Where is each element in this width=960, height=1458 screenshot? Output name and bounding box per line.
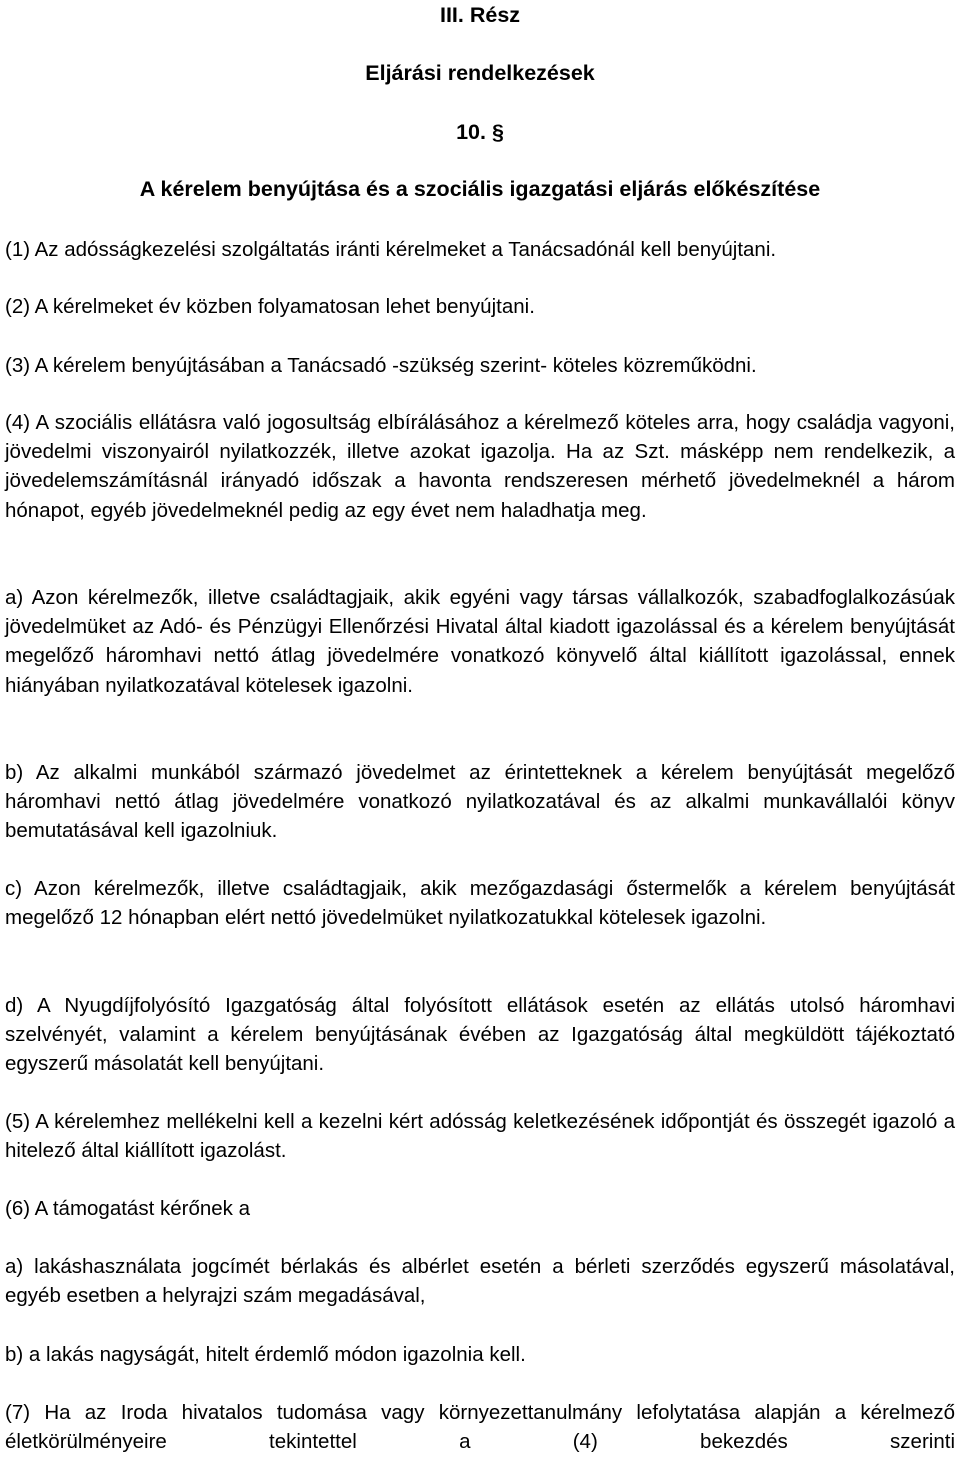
paragraph-4: (4) A szociális ellátásra való jogosultság elbírálásához a kérelmező köteles arra, hogy családja vagyoni, jövedelmi viszonyairól nyilatkozzék, illetve azokat igazolja. Ha az Szt. másképp nem rendelkezik, a jövedelemszámításnál irányadó időszak a havonta rendszeresen mérhető jövedelmeknél a három hónapot, egyéb jövedelmeknél pedig az egy évet nem haladhatja meg.: [5, 411, 955, 522]
paragraph-5: (5) A kérelemhez mellékelni kell a kezelni kért adósság keletkezésének időpontját és összegét igazoló a hitelező által kiállított igazolást.: [5, 1110, 955, 1163]
paragraph-6a: a) lakáshasználata jogcímét bérlakás és albérlet esetén a bérleti szerződés egyszerű másolatával, egyéb esetben a helyrajzi szám megadásával,: [5, 1255, 955, 1308]
section-number: 10. §: [456, 120, 504, 144]
paragraph-6b: b) a lakás nagyságát, hitelt érdemlő módon igazolnia kell.: [5, 1343, 526, 1366]
paragraph-4d: d) A Nyugdíjfolyósító Igazgatóság által folyósított ellátások esetén az ellátás utolsó háromhavi szelvényét, valamint a kérelem benyújtásának évében az Igazgatóság által megküldött tájékoztató egyszerű másolatát kell benyújtani.: [5, 994, 955, 1076]
paragraph-3: (3) A kérelem benyújtásában a Tanácsadó -szükség szerint- köteles közreműködni.: [5, 354, 757, 377]
paragraph-4c: c) Azon kérelmezők, illetve családtagjaik, akik mezőgazdasági őstermelők a kérelem benyújtását megelőző 12 hónapban elért nettó jövedelmüket nyilatkozatukkal kötelesek igazolni.: [5, 877, 955, 930]
section-title: A kérelem benyújtása és a szociális igazgatási eljárás előkészítése: [139, 177, 821, 201]
paragraph-6: (6) A támogatást kérőnek a: [5, 1197, 250, 1220]
paragraph-1: (1) Az adósságkezelési szolgáltatás iránti kérelmeket a Tanácsadónál kell benyújtani.: [5, 238, 777, 261]
part-title: III. Rész: [439, 3, 521, 27]
part-subtitle: Eljárási rendelkezések: [365, 61, 595, 85]
paragraph-4a: a) Azon kérelmezők, illetve családtagjaik, akik egyéni vagy társas vállalkozók, szabadfoglalkozásúak jövedelmüket az Adó- és Pénzügyi Ellenőrzési Hivatal által kiadott igazolással és a kérelem benyújtását megelőző háromhavi nettó átlag jövedelmére vonatkozó könyvelő által kiállított igazolással, ennek hiányában nyilatkozatával kötelesek igazolni.: [5, 586, 955, 697]
paragraph-7: (7) Ha az Iroda hivatalos tudomása vagy környezettanulmány lefolytatása alapján a kérelmező életkörülményeire tekintettel a (4) bekezdés szerinti: [5, 1401, 955, 1454]
paragraph-4b: b) Az alkalmi munkából származó jövedelmet az érintetteknek a kérelem benyújtását megelőző háromhavi nettó átlag jövedelmére vonatkozó nyilatkozatával és az alkalmi munkavállalói könyv bemutatásával kell igazolniuk.: [5, 761, 955, 843]
paragraph-2: (2) A kérelmeket év közben folyamatosan lehet benyújtani.: [5, 295, 535, 318]
